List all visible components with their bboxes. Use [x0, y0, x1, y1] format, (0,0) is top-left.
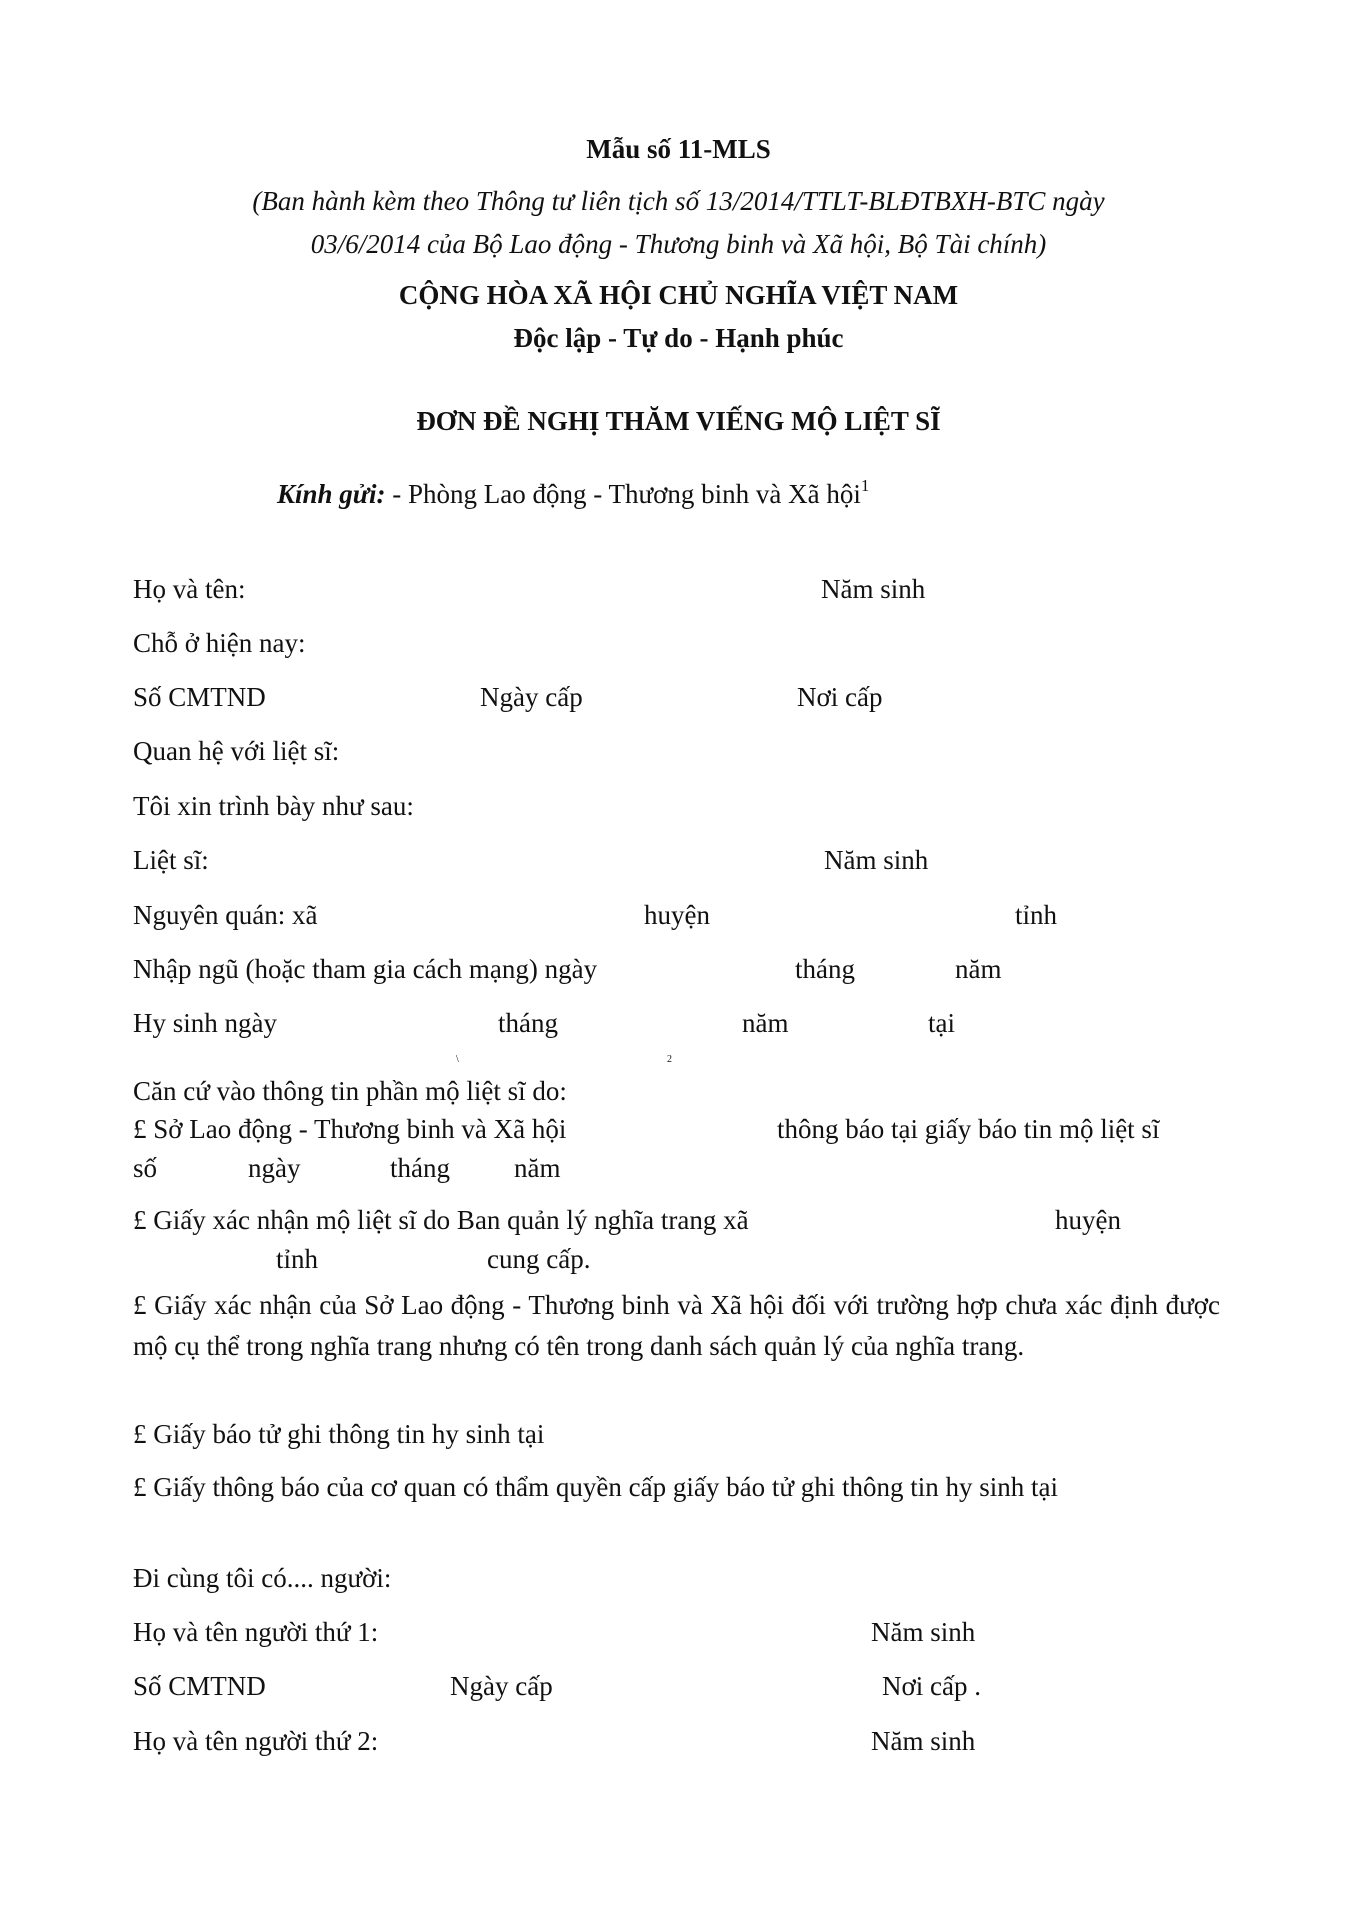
- present-label: Tôi xin trình bày như sau:: [133, 791, 414, 821]
- companions-intro: Đi cùng tôi có.... người:: [133, 1563, 392, 1593]
- basis-option-4: [133, 1421, 544, 1448]
- form-number: Mẫu số 11-MLS: [586, 134, 771, 164]
- basis-option-1: [133, 1116, 566, 1143]
- stray-mark-2: 2: [667, 1054, 672, 1065]
- country-name: CỘNG HÒA XÃ HỘI CHỦ NGHĨA VIỆT NAM: [398, 280, 959, 310]
- applicant-address-label: Chỗ ở hiện nay:: [133, 628, 306, 658]
- checkbox-icon[interactable]: £: [133, 1114, 147, 1144]
- basis-option-2: [133, 1207, 749, 1234]
- companion-issue-date-label: Ngày cấp: [450, 1671, 553, 1701]
- enlist-month-label: tháng: [795, 954, 855, 984]
- stray-mark-1: \: [456, 1054, 459, 1065]
- death-place-label: tại: [928, 1008, 955, 1038]
- national-motto: Độc lập - Tự do - Hạnh phúc: [513, 323, 844, 353]
- applicant-issue-place-label: Nơi cấp: [797, 682, 883, 712]
- basis-option-2-provided: cung cấp.: [487, 1244, 591, 1274]
- issuance-note-line2: 03/6/2014 của Bộ Lao động - Thương binh và Xã hội, Bộ Tài chính): [310, 229, 1047, 259]
- issuance-note-line1: (Ban hành kèm theo Thông tư liên tịch số 13/2014/TTLT-BLĐTBXH-BTC ngày: [252, 186, 1105, 216]
- relation-label: Quan hệ với liệt sĩ:: [133, 736, 340, 766]
- martyr-name-label: Liệt sĩ:: [133, 845, 209, 875]
- recipient-line: [277, 476, 870, 509]
- origin-district-label: huyện: [644, 900, 710, 930]
- checkbox-icon[interactable]: £: [133, 1419, 147, 1449]
- document-title: ĐƠN ĐỀ NGHỊ THĂM VIẾNG MỘ LIỆT SĨ: [416, 406, 941, 436]
- applicant-issue-date-label: Ngày cấp: [480, 682, 583, 712]
- basis-option-1-date-label: ngày: [248, 1153, 301, 1183]
- death-year-label: năm: [742, 1008, 789, 1038]
- martyr-birth-year-label: Năm sinh: [824, 845, 929, 875]
- basis-option-3-text: Giấy xác nhận của Sở Lao động - Thương binh và Xã hội đối với trường hợp chưa xác định được mộ cụ thể trong nghĩa trang nhưng có tên trong danh sách quản lý của nghĩa trang.: [133, 1290, 1220, 1361]
- origin-province-label: tỉnh: [1015, 900, 1058, 930]
- companion-1-birth-year-label: Năm sinh: [871, 1617, 976, 1647]
- basis-option-2-province-label: tỉnh: [276, 1244, 319, 1274]
- applicant-id-label: Số CMTND: [133, 682, 266, 712]
- companion-1-name-label: Họ và tên người thứ 1:: [133, 1617, 379, 1647]
- basis-option-2-district-label: huyện: [1055, 1205, 1121, 1235]
- death-date-label: Hy sinh ngày: [133, 1008, 277, 1038]
- basis-option-1-notice: thông báo tại giấy báo tin mộ liệt sĩ: [777, 1114, 1160, 1144]
- basis-option-1-text: Sở Lao động - Thương binh và Xã hội: [146, 1114, 567, 1144]
- basis-option-1-number-label: số: [133, 1153, 158, 1183]
- basis-option-3: [133, 1285, 1220, 1367]
- enlist-date-label: Nhập ngũ (hoặc tham gia cách mạng) ngày: [133, 954, 598, 984]
- origin-commune-label: Nguyên quán: xã: [133, 900, 318, 930]
- companion-issue-place-label: Nơi cấp .: [882, 1671, 981, 1701]
- checkbox-icon[interactable]: £: [133, 1205, 147, 1235]
- applicant-name-label: Họ và tên:: [133, 574, 246, 604]
- checkbox-icon[interactable]: £: [133, 1472, 147, 1502]
- recipient-label: Kính gửi:: [277, 479, 386, 509]
- basis-option-2-text: Giấy xác nhận mộ liệt sĩ do Ban quản lý nghĩa trang xã: [146, 1205, 749, 1235]
- companion-2-name-label: Họ và tên người thứ 2:: [133, 1726, 379, 1756]
- recipient-text: - Phòng Lao động - Thương binh và Xã hội: [385, 479, 861, 509]
- basis-option-1-year-label: năm: [514, 1153, 561, 1183]
- checkbox-icon[interactable]: £: [133, 1290, 147, 1320]
- basis-intro: Căn cứ vào thông tin phần mộ liệt sĩ do:: [133, 1076, 567, 1106]
- applicant-birth-year-label: Năm sinh: [821, 574, 926, 604]
- death-month-label: tháng: [498, 1008, 558, 1038]
- basis-option-4-text: Giấy báo tử ghi thông tin hy sinh tại: [146, 1419, 545, 1449]
- companion-id-label: Số CMTND: [133, 1671, 266, 1701]
- footnote-marker: 1: [860, 476, 870, 495]
- basis-option-5: [133, 1474, 1058, 1501]
- basis-option-5-text: Giấy thông báo của cơ quan có thẩm quyền cấp giấy báo tử ghi thông tin hy sinh tại: [146, 1472, 1058, 1502]
- basis-option-1-month-label: tháng: [390, 1153, 450, 1183]
- enlist-year-label: năm: [955, 954, 1002, 984]
- companion-2-birth-year-label: Năm sinh: [871, 1726, 976, 1756]
